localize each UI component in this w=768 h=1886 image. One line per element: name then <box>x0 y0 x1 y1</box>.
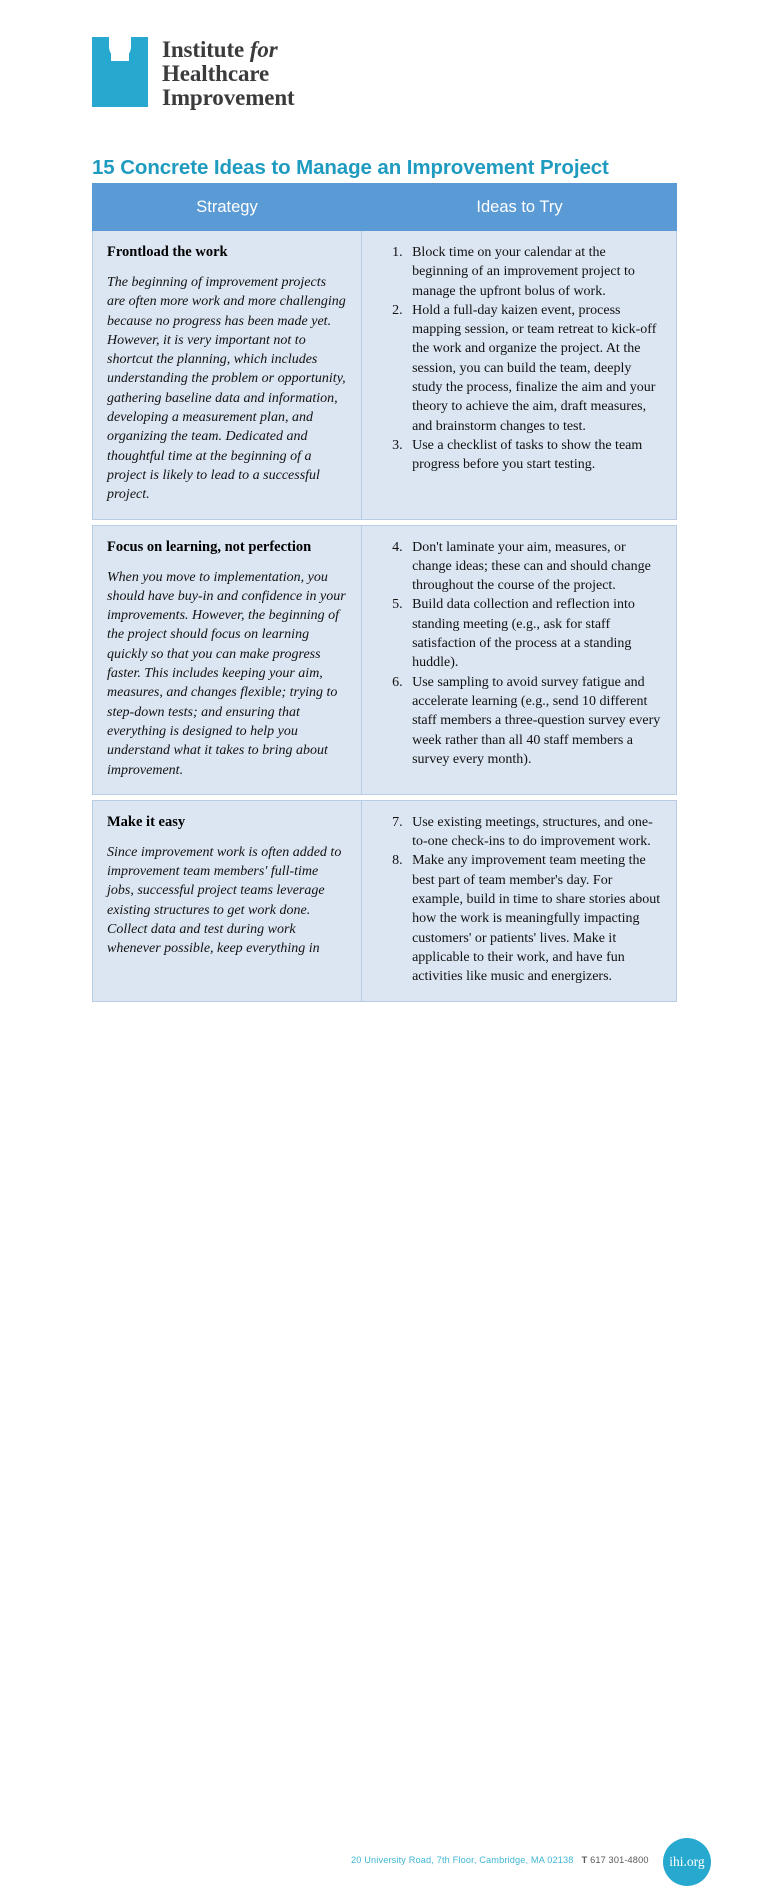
logo-line1-italic: for <box>249 37 278 62</box>
idea-item: 6. Use sampling to avoid survey fatigue and accelerate learning (e.g., send 10 different staff members a three-question survey every week rather than all 40 staff members a survey every month). <box>406 673 662 769</box>
page-footer <box>0 925 768 1869</box>
ideas-list <box>376 538 662 770</box>
table-row <box>92 525 677 795</box>
table-row <box>92 231 677 520</box>
footer-tel-label: T <box>581 1855 588 1865</box>
column-header-strategy: Strategy <box>196 197 258 216</box>
idea-item: 3. Use a checklist of tasks to show the team progress before you start testing. <box>406 436 662 475</box>
logo-line2: Healthcare <box>162 61 270 86</box>
idea-item: 4. Don't laminate your aim, measures, or change ideas; these can and should change throughout the course of the project. <box>406 538 662 596</box>
page-title: 15 Concrete Ideas to Manage an Improvement Project <box>92 155 609 179</box>
footer-address-line <box>351 1855 649 1865</box>
strategy-cell <box>93 231 362 519</box>
logo-line1: Institute <box>162 37 250 62</box>
strategy-description: Since improvement work is often added to improvement team members' full-time jobs, successful project teams leverage existing structures to get work done. Collect data and test during work whenever possible, keep everything in <box>107 844 342 957</box>
ihi-org-badge[interactable]: ihi.org <box>663 1838 711 1886</box>
ideas-cell <box>362 231 676 519</box>
ihi-logo-mark-icon <box>92 37 148 107</box>
ihi-logo-wordmark <box>162 37 295 110</box>
footer-address: 20 University Road, 7th Floor, Cambridge, MA 02138 <box>351 1855 574 1865</box>
idea-item: 7. Use existing meetings, structures, and one-to-one check-ins to do improvement work. <box>406 813 662 852</box>
strategy-description: The beginning of improvement projects are often more work and more challenging because no progress has been made yet. However, it is very important not to shortcut the planning, which includes understanding the problem or opportunity, gathering baseline data and information, developing a measurement plan, and organizing the team. Dedicated and thoughtful time at the beginning of a project is likely to lead to a successful project. <box>107 275 346 503</box>
idea-item: 8. Make any improvement team meeting the best part of team member's day. For example, build in time to share stories about how the work is meaningfully impacting customers' or patients' lives. Make it applicable to their work, and have fun activities like music and energizers. <box>406 851 662 986</box>
ideas-list <box>376 243 662 475</box>
column-header-ideas: Ideas to Try <box>476 197 563 216</box>
strategies-table <box>92 183 677 1002</box>
ideas-cell <box>362 526 676 794</box>
strategy-description: When you move to implementation, you should have buy-in and confidence in your improvements. However, the beginning of the project should focus on learning quickly so that you can make progress faster. This includes keeping your aim, measures, and changes flexible; trying to step-down tests; and ensuring that everything is designed to help you understand what it takes to bring about improvement. <box>107 569 346 778</box>
strategy-title: Focus on learning, not perfection <box>107 538 312 555</box>
strategy-cell <box>93 526 362 794</box>
footer-tel-number: 617 301-4800 <box>590 1855 649 1865</box>
strategy-title: Make it easy <box>107 813 186 830</box>
ihi-logo <box>92 37 295 110</box>
strategy-title: Frontload the work <box>107 244 228 260</box>
table-header-row <box>92 183 677 231</box>
idea-item: 5. Build data collection and reflection into standing meeting (e.g., ask for staff satisfaction of the process at a standing huddle). <box>406 595 662 672</box>
idea-item: 1. Block time on your calendar at the beginning of an improvement project to manage the upfront bolus of work. <box>406 243 662 301</box>
idea-item: 2. Hold a full-day kaizen event, process mapping session, or team retreat to kick-off the work and organize the project. At the session, you can build the team, deeply study the process, finalize the aim and your theory to achieve the aim, draft measures, and brainstorm changes to test. <box>406 301 662 436</box>
logo-line3: Improvement <box>162 85 295 110</box>
